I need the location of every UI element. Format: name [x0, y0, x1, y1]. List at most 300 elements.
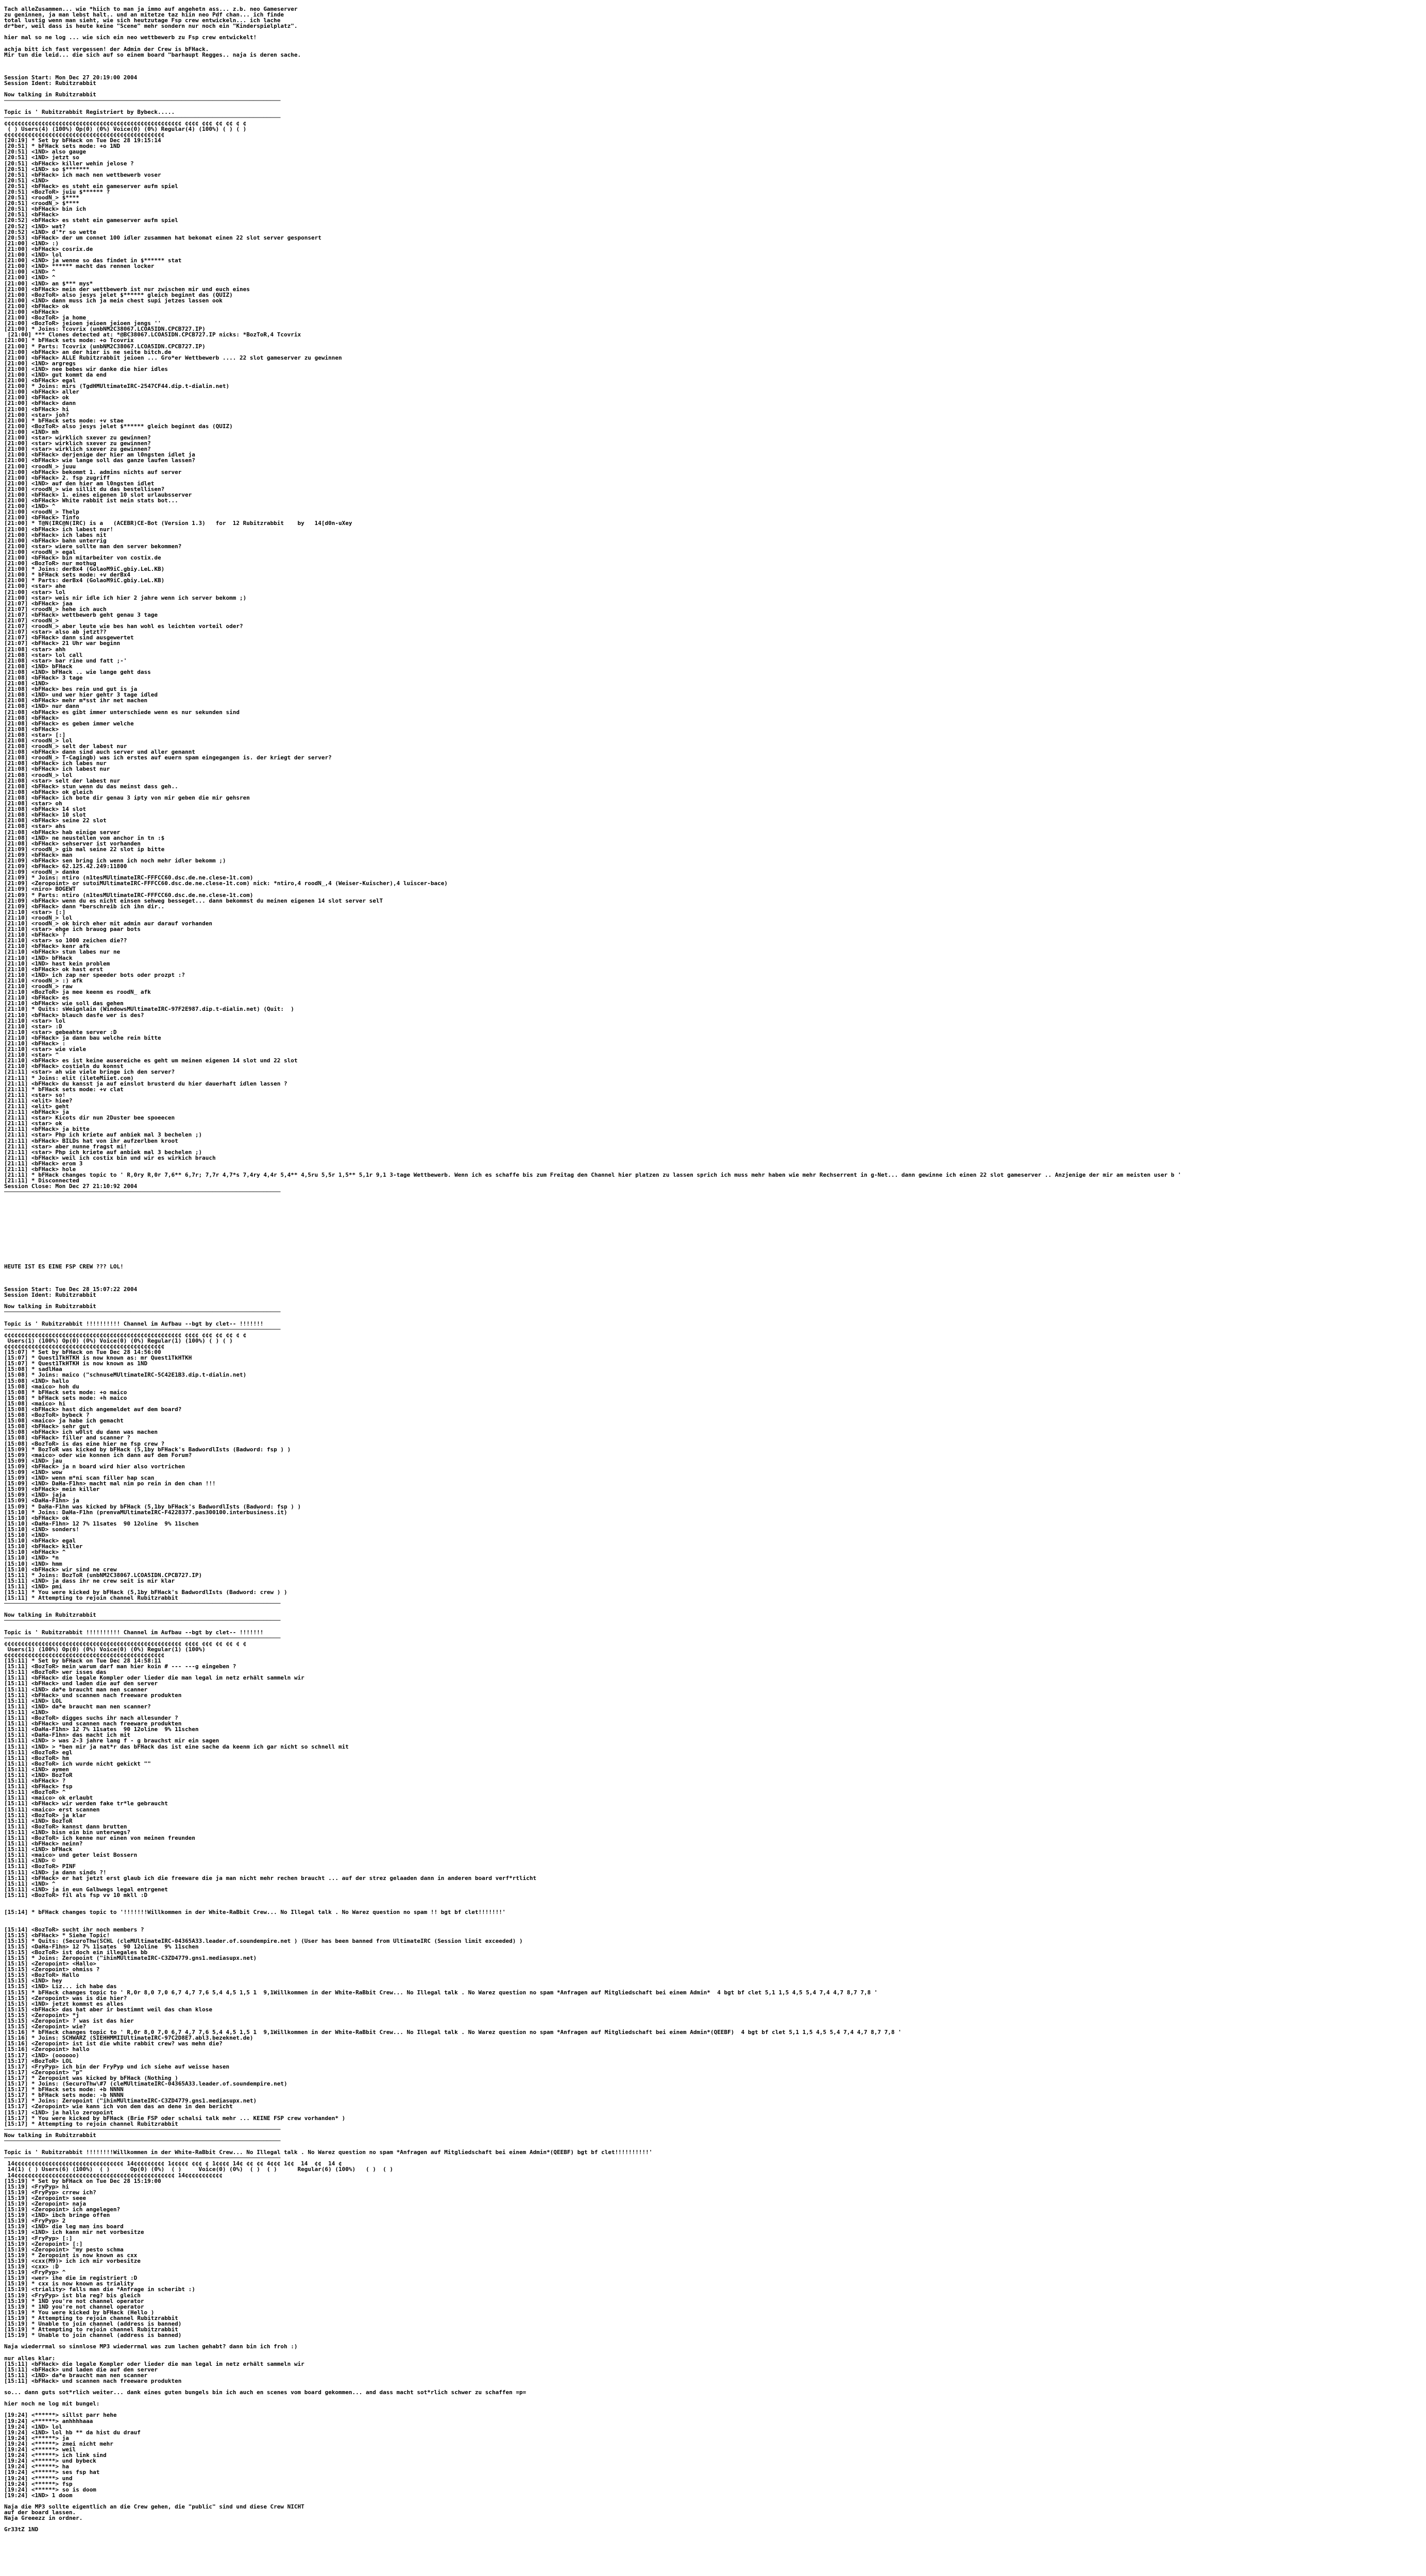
log-line — [4, 1229, 1416, 1235]
log-line: [21:07] <bFHack> wettbewerb geht genau 3 tage — [4, 612, 158, 618]
log-line: [21:00] <1ND> :) — [4, 240, 59, 246]
log-line: [15:08] <bFHack> ich w0lst du dann was machen — [4, 1429, 158, 1435]
log-line: [21:08] <bFHack> ich labest nur — [4, 766, 110, 772]
log-line: [15:19] <1ND> die leg man ins board — [4, 2224, 124, 2230]
log-line — [4, 2349, 1416, 2355]
log-line: [15:10] <bFHack> egal — [4, 1538, 76, 1544]
log-line — [4, 2384, 1416, 2389]
log-line: [15:11] <1ND> da*e braucht man nen scanner — [4, 1686, 148, 1692]
log-line: [15:19] <FryPyp> ^ — [4, 2269, 66, 2276]
log-line: Mir tun die leid... die sich auf so einem board "barhaupt Regges.. naja is deren sache. — [4, 52, 301, 58]
log-line: ───────────────────────────────────────────────────────────────────────────────── — [4, 1601, 281, 1607]
log-line: [21:11] * Joins: elit (ileteMiiet.com) — [4, 1075, 134, 1081]
log-line: 14(1) ( ) Users(6) (100%) ( ) Op(0) (0%) ( ) Voice(0) (0%) ( ) ( ) Regular(6) (100%) ( ) ( ) — [4, 2166, 393, 2173]
log-line: [21:10] <bFHack> wie soll das gehen — [4, 1001, 124, 1007]
log-line: Now talking in Rubitzrabbit — [4, 1303, 96, 1310]
log-line: [21:08] <1ND> nur dann — [4, 703, 79, 709]
log-line — [4, 41, 1416, 46]
log-line: [21:08] <bFHack> 10 slot — [4, 812, 86, 818]
log-line: [15:10] * Joins: DaHa-F1hn (prenvaMUltimateIRC-F4228377.pas300100.interbusiness.it) — [4, 1509, 287, 1515]
log-line: [21:00] <roodN_> juuu — [4, 463, 76, 469]
log-line: [15:10] <bFHack> killer — [4, 1544, 83, 1550]
log-line — [4, 1212, 1416, 1218]
log-line: [15:19] <Zeropoint> seee — [4, 2195, 86, 2201]
log-line: Now talking in Rubitzrabbit — [4, 1612, 96, 1618]
log-line: [15:17] <FryPyp> ich bin der FryPyp und ich siehe auf weisse hasen — [4, 2063, 230, 2070]
log-line: [21:10] <bFHack> es — [4, 995, 69, 1001]
log-line: [21:10] <star> so 1000 zeichen die?? — [4, 938, 127, 944]
log-line: [15:11] <BozToR> ich wurde nicht gekickt "" — [4, 1760, 151, 1767]
log-line: [19:24] <******> anhhhhaaa — [4, 2418, 93, 2424]
log-line: ───────────────────────────────────────────────────────────────────────────────── — [4, 2155, 281, 2161]
log-line: [21:00] <bFHack> — [4, 309, 59, 315]
log-line: hier noch ne log mit bungel: — [4, 2401, 100, 2407]
log-line: [15:17] * Joins: Zeropoint ("ihinMUltimateIRC-C3ZD4779.gns1.mediasupx.net) — [4, 2098, 257, 2104]
log-line: [21:09] <bFHack> 62.125.42.249:11800 — [4, 863, 127, 870]
log-line: [15:16] * Joins: SCHWARZ (SIEHHMMIIUltimateIRC-97C2D8E7.abl3.bezeknet.de) — [4, 2035, 253, 2041]
log-line: [15:15] <1ND> Liz... ich habe das — [4, 1984, 117, 1990]
log-line: [15:19] <Zeropoint> [:] — [4, 2241, 83, 2247]
log-line — [4, 86, 1416, 92]
log-line: [21:00] <bFHack> ALLE Rubitzrabbit jeioen ... Gro*er Wettbewerb .... 22 slot gameserver zu gewinnen — [4, 354, 342, 361]
log-line: [15:11] <1ND> — [4, 1709, 49, 1716]
log-line: [15:11] <1ND> ja in eun Galbwegs legal entrgenet — [4, 1886, 168, 1892]
log-line: ───────────────────────────────────────────────────────────────────────────────── — [4, 1635, 281, 1641]
log-line: [15:11] <BozToR> mein warum darf man hier koin # --- ---g eingeben ? — [4, 1664, 236, 1670]
log-line: [21:08] <roodN_> T-Cagingb) was ich erstes auf euern spam eingegangen is. der kriegt der server? — [4, 755, 332, 761]
log-line: [21:00] <roodN_> Thelp — [4, 509, 79, 515]
log-line — [4, 1269, 1416, 1275]
log-line: [15:17] <Zeropoint> wie kann ich von dem das an dene in den bericht — [4, 2104, 233, 2110]
log-line: [15:19] <1ND> ich kann mir net vorbesitze — [4, 2229, 144, 2235]
log-line: [15:10] <bFHack> ^ — [4, 1549, 66, 1555]
log-line: [15:15] <Zeropoint> ? was ist das hier — [4, 2018, 134, 2024]
log-line: [21:07] <bFHack> jaa — [4, 600, 73, 606]
log-line: ───────────────────────────────────────────────────────────────────────────────── — [4, 2138, 281, 2144]
log-line: [19:24] <******> und bybeck — [4, 2458, 96, 2464]
log-line: [21:00] <star> joh? — [4, 412, 69, 418]
log-line — [4, 2406, 1416, 2412]
log-line: [20:51] <bFHack> bin ich — [4, 206, 86, 212]
log-line: [21:10] <roodN_> ok birch eher mit admin aur darauf vorhanden — [4, 921, 212, 927]
log-line: [15:19] * Unable to join channel (address is banned) — [4, 2320, 182, 2327]
log-line: [21:00] <roodN_> egal — [4, 549, 76, 555]
log-line: [21:11] <star> Php ich kriete auf anbiek mal 3 bechelen ;) — [4, 1132, 202, 1138]
log-line: [15:11] <1ND> da*e braucht man nen scanner — [4, 2372, 148, 2378]
log-line: [15:10] <bFHack> wir sind ne crew — [4, 1566, 117, 1572]
log-line: [15:11] <bFHack> und scannen nach freeware produkten — [4, 1692, 182, 1698]
log-line: [21:00] * bFHack sets mode: +v stae — [4, 417, 124, 423]
log-line: [21:10] <BozToR> ja mee keenm es roodN_ afk — [4, 989, 151, 995]
log-line: [15:08] <1ND> hallo — [4, 1378, 69, 1384]
log-line: [15:11] <bFHack> und scannen nach freeware produkten — [4, 1721, 182, 1727]
log-line: nur alles klar: — [4, 2355, 56, 2361]
log-line: [21:08] <star> [:] — [4, 732, 66, 738]
log-line: [21:10] <star> lol — [4, 1018, 66, 1024]
log-line: [15:15] <Zeropoint> wie? — [4, 2024, 86, 2030]
log-line: [21:09] <bFHack> man — [4, 852, 73, 858]
log-line: [15:11] <1ND> ja dann sinds ?! — [4, 1869, 107, 1875]
log-line: [15:09] <1ND> jau — [4, 1458, 62, 1464]
log-line: [15:17] * Joins: (SecuroThw\#7 (cleMUltimateIRC-04365A33.leader.of.soundempire.net) — [4, 2081, 287, 2087]
log-line: Topic is ' Rubitzrabbit Registriert by Bybeck..... — [4, 109, 175, 115]
log-line: [21:08] <bFHack> — [4, 726, 59, 732]
log-line: [21:08] <bFHack> stun wenn du das meinst dass geh.. — [4, 783, 178, 789]
log-line: [15:19] * Unable to join channel (address is banned) — [4, 2332, 182, 2338]
log-line: [19:24] <******> und — [4, 2475, 73, 2481]
log-line: [15:08] * sadlHaa — [4, 1366, 62, 1372]
log-line: [15:15] <Zeropoint> <Hallo> — [4, 1961, 96, 1967]
log-line: [21:00] <1ND> ****** macht das rennen locker — [4, 263, 155, 269]
log-line: [21:00] <star> wirklich sxever zu gewinnen? — [4, 446, 151, 452]
log-line: [21:00] <1ND> mh — [4, 429, 59, 435]
log-line: [15:09] <1ND> jaja — [4, 1492, 66, 1498]
log-line: [15:09] * BozToR was kicked by bFHack (5,1by bFHack's BadwordlIsts (Badword: fsp ) ) — [4, 1446, 291, 1452]
irc-log-document — [4, 6, 1416, 2532]
log-line: [21:00] * Parts: Tcovrix (unbNM2C38067.LCOA5IDN.CPCB727.IP) — [4, 343, 206, 349]
log-line: [21:00] <BozToR> also jesys jelet $****** gleich beginnt das (QUIZ) — [4, 292, 233, 298]
log-line: [21:00] <star> wiere sollte man den server bekommen? — [4, 543, 182, 549]
log-line: [15:10] <1ND> — [4, 1532, 49, 1538]
log-line: [21:08] <1ND> ne neustellen vom anchor in tn :$ — [4, 835, 165, 841]
log-line: [15:19] <FryPyp> [:] — [4, 2235, 73, 2241]
log-line: [15:11] <DaHa-F1hn> das macht ich mit — [4, 1732, 131, 1738]
log-line: ¢¢¢¢¢¢¢¢¢¢¢¢¢¢¢¢¢¢¢¢¢¢¢¢¢¢¢¢¢¢¢¢¢¢¢¢¢¢¢¢¢¢¢¢¢¢¢¢¢¢¢¢ ¢¢¢¢ ¢¢¢ ¢¢ ¢¢ ¢ ¢ — [4, 120, 247, 126]
log-line: [21:10] <bFHack> blauch dasfe wer is des? — [4, 1012, 144, 1018]
log-line: [15:19] * Attempting to rejoin channel Rubitzrabbit — [4, 2315, 178, 2321]
log-line — [4, 104, 1416, 109]
log-line: [21:11] <bFHack> BILDs hat von ihr aufzerlben kroot — [4, 1138, 178, 1144]
log-line: [15:11] <maico> ok erlaubt — [4, 1795, 93, 1801]
log-line: [15:10] <DaHa-F1hn> 12 7% 11sates 90 12oline 9% 11schen — [4, 1520, 199, 1527]
log-line: [15:10] <1ND> hmm — [4, 1561, 62, 1567]
log-line: [15:15] <1ND> hey — [4, 1978, 62, 1984]
log-line: Topic is ' Rubitzrabbit !!!!!!!!Willkommen in der White-RaBbit Crew... No Illegal talk . No Warez question no spam *Anfragen auf Mitgliedschaft bei einem Admin*(QEEBF) bgt bf clet!!!!!!!!!!' — [4, 2149, 653, 2156]
log-line: [21:10] <1ND> bFHack — [4, 955, 73, 961]
log-line: HEUTE IST ES EINE FSP CREW ??? LOL! — [4, 1263, 124, 1269]
log-line: [19:24] <******> so is doom — [4, 2486, 96, 2493]
log-line: [21:00] <bFHack> ich labest nur! — [4, 526, 113, 532]
log-line: [15:11] <maico> und geter leist Bossern — [4, 1852, 138, 1858]
log-line: [15:11] <bFHack> und scannen nach freeware produkten — [4, 2378, 182, 2384]
log-line: [15:10] <1ND> sonders! — [4, 1526, 79, 1533]
log-line — [4, 1275, 1416, 1281]
log-line: [15:19] * You were kicked by bFHack (Hello ) — [4, 2309, 155, 2315]
log-line: [15:11] * Set by bFHack on Tue Dec 28 14:58:11 — [4, 1658, 161, 1664]
log-line: [21:11] <bFHack> du kansst ja auf einslot brusterd du hier dauerhaft idlen lassen ? — [4, 1080, 287, 1087]
log-line: [15:15] <1ND> jetzt kommst es alles — [4, 2001, 124, 2007]
log-line: Naja wiederrmal so sinnlose MP3 wiederrmal was zum lachen gehabt? dann bin ich froh :) — [4, 2344, 298, 2350]
log-line — [4, 2144, 1416, 2149]
log-line: [21:08] <star> ahs — [4, 823, 66, 829]
log-line: [21:00] <1ND> ^ — [4, 269, 56, 275]
log-line: [15:11] <1ND> > *ben mir ja nat*r das bFHack das ist eine sache da keenm ich gar nicht so schnell mit — [4, 1743, 349, 1750]
log-line — [4, 63, 1416, 69]
log-line: [15:15] * bFHack changes topic to ' R,0r 8,0 7,0 6,7 4,7 7,6 5,4 4,5 1,5 1 9,1Willkommen in der White-RaBbit Crew... No Illegal talk . No Warez question no spam *Anfragen auf Mitgliedschaft bei einem Admin* 4 bgt bf clet 5,1 1,5 4,5 5,4 7,4 4,7 8,7 7,8 ' — [4, 1989, 878, 1995]
log-line: [15:19] <Zeropoint> "my pesto schma — [4, 2246, 124, 2252]
log-line: [21:11] <bFHack> weil ich costix bin und wir es wirkich brauch — [4, 1155, 216, 1161]
log-line: [15:15] <BozToR> ist doch ein illegales bb — [4, 1949, 148, 1955]
log-line: [21:10] <star> [:] — [4, 909, 66, 915]
log-line: [21:08] <bFHack> ich labes nur — [4, 760, 107, 767]
log-line: [21:10] <star> gebeahte server :D — [4, 1029, 117, 1035]
log-line: [21:08] <bFHack> 14 slot — [4, 806, 86, 812]
log-line: [21:10] <bFHack> ? — [4, 932, 66, 938]
log-line: [21:08] <star> selt der labest nur — [4, 777, 121, 784]
log-line: [15:09] <maico> oder wie konnen ich dann auf dem Forum? — [4, 1452, 192, 1458]
log-line: [21:08] <1ND> und wer hier gehtr 3 tage idled — [4, 692, 158, 698]
log-line: [19:24] <******> ich link sind — [4, 2452, 107, 2459]
log-line — [4, 1207, 1416, 1212]
log-line: Topic is ' Rubitzrabbit !!!!!!!!!! Channel im Aufbau --bgt by clet-- !!!!!!! — [4, 1629, 264, 1635]
log-line: [15:11] <bFHack> neinn? — [4, 1841, 83, 1847]
log-line: [15:08] * bFHack sets mode: +h maico — [4, 1395, 127, 1401]
log-line: [15:17] * Attempting to rejoin channel Rubitzrabbit — [4, 2121, 178, 2127]
log-line: [15:11] <1ND> ja dass ihr ne crew seit is mir klar — [4, 1578, 175, 1584]
log-line — [4, 1606, 1416, 1612]
log-line: [15:19] * 1ND you're not channel operator — [4, 2298, 144, 2304]
log-line: ¢¢¢¢¢¢¢¢¢¢¢¢¢¢¢¢¢¢¢¢¢¢¢¢¢¢¢¢¢¢¢¢¢¢¢¢¢¢¢¢¢¢¢¢¢¢¢¢¢¢¢¢ ¢¢¢¢ ¢¢¢ ¢¢ ¢¢ ¢ ¢ — [4, 1640, 247, 1647]
log-line: [15:08] <BozToR> bybeck ? — [4, 1412, 90, 1418]
log-line: ───────────────────────────────────────────────────────────────────────────────── — [4, 114, 281, 121]
log-line — [4, 1258, 1416, 1264]
log-line: [21:08] <star> lol call — [4, 652, 83, 658]
log-line: [15:11] <BozToR> digges suchs ihr nach allesunder ? — [4, 1715, 178, 1721]
log-line: [21:09] * Joins: ntiro (n1tesMUltimateIRC-FFFCC60.dsc.de.ne.clese-1t.com) — [4, 875, 253, 881]
log-line: [15:09] * DaHa-F1hn was kicked by bFHack (5,1by bFHack's BadwordlIsts (Badword: fsp ) ) — [4, 1503, 301, 1510]
log-line — [4, 1218, 1416, 1224]
log-line: Gr33tZ 1ND — [4, 2527, 39, 2533]
log-line: [20:51] <roodN_> $**** — [4, 195, 79, 201]
log-line: [21:10] <roodN_> raw — [4, 984, 73, 990]
log-line: [21:00] <1ND> an $*** mys* — [4, 280, 93, 286]
log-line: ───────────────────────────────────────────────────────────────────────────────── — [4, 1309, 281, 1315]
log-line: [20:51] <1ND> also gauge — [4, 149, 86, 155]
log-line: [15:19] <Zeropoint> ich angelegen? — [4, 2207, 121, 2213]
log-line: [21:11] * bFHack changes topic to ' R,0ry R,0r 7,6** 6,7r; 7,7r 4,7*s 7,4ry 4,4r 5,4** 4,5ru 5,5r 1,5** 5,1r 9,1 3-tage Wettbewerb. Wenn ich es schaffe bis zum Freitag den Channel hier platzen zu lassen sprich ich muss mehr haben wie mehr Rechserrent in g-Net... dann gewinne ich einen 22 slot gameserver .. Anzjenige der mir am meisten user b ' — [4, 1172, 1181, 1178]
log-line: [15:19] <triality> falls man die *Anfrage in scheribt :) — [4, 2286, 195, 2293]
log-line — [4, 29, 1416, 35]
log-line: [21:07] <roodN_> — [4, 618, 59, 624]
log-line: [15:14] * bFHack changes topic to '!!!!!!!Willkommen in der White-RaBbit Crew... No Illegal talk . No Warez question no spam !! bgt bf clet!!!!!!!' — [4, 1909, 506, 1916]
log-line: [15:17] * bFHack sets mode: +b NNNN — [4, 2087, 124, 2093]
log-line: [15:11] * Joins: BozToR (unbNM2C38067.LCOA5IDN.CPCB727.IP) — [4, 1572, 202, 1578]
log-line: [21:00] <bFHack> ok — [4, 303, 69, 309]
log-line: [21:00] <bFHack> mein der wettbewerb ist nur zwischen mir und euch eines — [4, 286, 250, 292]
log-line: Tach alleZusammen... wie *hiich to man ja immo auf angehetn ass... z.b. neo Gameserver — [4, 6, 298, 12]
log-line: [21:11] <star> Kicots dir nun 2Duster bee spoeecen — [4, 1115, 175, 1121]
log-line: [19:24] <******> weil — [4, 2447, 76, 2453]
log-line: [20:52] <1ND> wat? — [4, 223, 66, 229]
log-line: [19:24] <******> sillst parr hehe — [4, 2412, 117, 2418]
log-line: [15:09] <bFHack> mein killer — [4, 1486, 100, 1493]
log-line: [15:11] <bFHack> er hat jetzt erst glaub ich die freeware die ja man nicht mehr rechen braucht ... auf der strez gelaaden dann in anderen board verf*rtlicht — [4, 1875, 537, 1881]
log-line: [21:00] <1ND> ^ — [4, 503, 56, 510]
log-line: [21:00] <bFHack> wie lange soll das ganze laufen lassen? — [4, 457, 195, 464]
log-line: [21:00] <bFHack> White rabbit ist mein stats bot... — [4, 498, 178, 504]
log-line: Naja Greeezz in ordner. — [4, 2515, 83, 2521]
log-line — [4, 1898, 1416, 1904]
log-line: [21:11] <bFHack> ja bitte — [4, 1126, 90, 1132]
log-line: [20:51] <BozToR> juiu $****** ? — [4, 189, 110, 195]
log-line: [15:08] <bFHack> filler and scanner ? — [4, 1435, 131, 1441]
log-line: [15:19] * Zeropoint is now known as cxx — [4, 2252, 138, 2258]
log-line: [19:24] <******> ha — [4, 2464, 69, 2470]
log-line: [15:15] <Zeropoint> *j — [4, 2012, 79, 2018]
log-line: [20:51] <1ND> jetzt so — [4, 155, 79, 161]
log-line: [15:19] * 1ND you're not channel operator — [4, 2303, 144, 2310]
log-line: [21:00] * Joins: mirs (TgdHMUltimateIRC-2547CF44.dip.t-dialin.net) — [4, 383, 230, 389]
log-line: [21:09] <Zeropoint> or sutoiMUltimateIRC-FFFCC60.dsc.de.ne.clese-1t.com) nick: *ntiro,4 roodN_,4 (Weiser-Kuischer),4 luiscer-bace) — [4, 880, 448, 887]
log-line: [21:00] <bFHack> Tinfo — [4, 515, 79, 521]
log-line: [21:00] <BozToR> also jesys jelet $****** gleich beginnt das (QUIZ) — [4, 423, 233, 429]
log-line: Session Ident: Rubitzrabbit — [4, 1292, 96, 1298]
log-line: [15:11] <maico> erst scannen — [4, 1806, 100, 1812]
log-line: [21:11] <bFHack> erom 3 — [4, 1160, 83, 1167]
log-line — [4, 1921, 1416, 1926]
log-line: hier mal so ne log ... wie sich ein neo wettbewerb zu Fsp crew entwickelt! — [4, 35, 257, 41]
log-line: [15:11] <BozToR> ich kenne nur einen von meinen freunden — [4, 1835, 195, 1841]
log-line: [21:00] <1ND> argregs — [4, 360, 76, 366]
log-line: [21:08] <bFHack> — [4, 715, 59, 721]
log-line: [21:08] <bFHack> ok gleich — [4, 789, 93, 795]
log-line: [15:11] <1ND> LOL — [4, 1698, 62, 1704]
log-line: Now talking in Rubitzrabbit — [4, 92, 96, 98]
log-line: total lustig wenn man sieht, wie sich heutzutage Fsp crew entwickeln... ich lache — [4, 18, 281, 24]
log-line: [20:53] <bFHack> der um connet 100 idler zusammen hat bekomat einen 22 slot server gesponsert — [4, 234, 321, 241]
log-line: zu geninnen, ja man lebst halt.. und an mitetze taz hiin neo Pdf chan... ich finde — [4, 12, 284, 18]
log-line: [15:15] <BozToR> Hallo — [4, 1972, 79, 1978]
log-line: [15:19] <cxx(M9)> ich ich mir vorbesitze — [4, 2258, 141, 2264]
log-line: [21:00] <bFHack> ich labes nit — [4, 532, 107, 538]
log-line: [15:17] <BozToR> LOL — [4, 2058, 73, 2064]
log-line: [21:00] <bFHack> aller — [4, 389, 79, 395]
log-line: [15:11] <BozToR> ja klar — [4, 1812, 86, 1818]
log-line: [15:09] <1ND> wow — [4, 1469, 62, 1476]
log-line: [21:11] * bFHack sets mode: +v clat — [4, 1086, 124, 1092]
log-line: Naja die MP3 sollte eigentlich an die Crew gehen, die "public" sind und diese Crew NICHT — [4, 2503, 304, 2510]
log-line: [15:15] * Quits: (SecuroThw(SCHL (cleMUltimateIRC-04365A33.leader.of.soundempire.net ) (User has been banned from UltimateIRC (Session limit exceeded) ) — [4, 1938, 523, 1944]
log-line: [21:08] <roodN_> selt der labest nur — [4, 743, 127, 750]
log-line — [4, 1201, 1416, 1207]
log-line: [21:10] <bFHack> : — [4, 1040, 66, 1047]
log-line: Users(1) (100%) Op(0) (0%) Voice(0) (0%) Regular(1) (100%) — [4, 1646, 206, 1652]
log-line: [21:00] * Parts: derBx4 (GolaoM9iC.gbiy.LeL.KB) — [4, 578, 165, 584]
log-line: [20:51] <bFHack> es steht ein gameserver aufm spiel — [4, 183, 178, 189]
log-line: [21:00] * bFHack sets mode: +v derBx4 — [4, 572, 131, 578]
log-line: ( ) Users(4) (100%) Op(0) (0%) Voice(0) (0%) Regular(4) (100%) ( ) ( ) — [4, 126, 247, 132]
log-line: [21:08] <star> oh — [4, 801, 62, 807]
log-line: [21:08] <1ND> bFHack — [4, 663, 73, 669]
log-line: [15:11] <bFHack> ? — [4, 1778, 66, 1784]
log-line: [21:10] * Quits: sWeignlain (WindowsMUltimateIRC-97F2E987.dip.t-dialin.net) (Quit: ) — [4, 1006, 294, 1012]
log-line: [15:19] * cxx is now known as triality — [4, 2281, 134, 2287]
log-line: [21:08] <bFHack> es geben immer welche — [4, 720, 134, 726]
log-line: [20:51] <bFHack> killer wehin jelose ? — [4, 160, 134, 166]
log-line: [15:11] <bFHack> die legale Kompler oder lieder die man legal im netz erhält sammeln wir — [4, 2361, 304, 2367]
log-line: [21:10] <bFHack> ja dann bau welche rein bitte — [4, 1035, 161, 1041]
log-line: [21:00] <BozToR> nur mothug — [4, 561, 96, 567]
log-line: [21:10] <1ND> ich zap ner speeder bots oder prozpt :? — [4, 972, 185, 978]
log-line: [21:00] <1ND> ja wenne so das findet in $****** stat — [4, 258, 182, 264]
log-line: [15:08] * bFHack sets mode: +o maico — [4, 1389, 127, 1395]
log-line: auf der board lassen. — [4, 2510, 76, 2516]
log-line: [21:10] <star> wie viele — [4, 1046, 86, 1053]
log-line: [15:11] <bFHack> die legale Kompler oder lieder die man legal im netz erhält sammeln wir — [4, 1675, 304, 1681]
log-line: [20:51] <bFHack> ich mach nen wettbewerb voser — [4, 172, 161, 178]
log-line: [15:09] <DaHa-F1hn> ja — [4, 1498, 79, 1504]
log-line: [20:51] <roodN_> $**** — [4, 200, 79, 207]
log-line: [15:11] <BozToR> fil als fsp vv 10 mkll :D — [4, 1892, 148, 1899]
log-line: [15:11] <BozToR> kannst dann brutten — [4, 1823, 127, 1829]
log-line: [21:00] <bFHack> 2. fsp zugriff — [4, 474, 110, 481]
log-line: [15:11] <bFHack> und laden die auf den server — [4, 2366, 158, 2372]
log-line — [4, 58, 1416, 63]
log-line: ───────────────────────────────────────────────────────────────────────────────── — [4, 97, 281, 104]
log-line: [15:15] <Zeropoint> ohmiss ? — [4, 1967, 100, 1973]
log-line — [4, 1252, 1416, 1258]
log-line: [15:11] <BozToR> wer isses das — [4, 1669, 107, 1675]
log-line: [20:19] * Set by bFHack on Tue Dec 28 19:15:14 — [4, 138, 161, 144]
log-line: [15:19] <FryPyp> 2 — [4, 2218, 66, 2224]
log-line: [20:51] <1ND> so $******* — [4, 166, 90, 172]
log-line: [21:11] <elit> hiee? — [4, 1097, 73, 1104]
log-line: [21:00] <bFHack> derjenige der hier am l0ngsten idlet ja — [4, 452, 195, 458]
log-line: [19:24] <******> ja — [4, 2435, 69, 2441]
log-line: [15:11] <bFHack> fsp — [4, 1784, 73, 1790]
log-line: [21:08] <star> bar rine und fatt ;-' — [4, 657, 127, 664]
log-line: [15:11] <1ND> bisn ein bin unterwegs? — [4, 1829, 131, 1835]
log-line: [15:16] * bFHack changes topic to ' R,0r 8,0 7,0 6,7 4,7 7,6 5,4 4,5 1,5 1 9,1Willkommen in der White-RaBbit Crew... No Illegal talk . No Warez question no spam *Anfragen auf Mitgliedschaft bei einem Admin*(QEEBF) 4 bgt bf clet 5,1 1,5 4,5 5,4 7,4 4,7 8,7 7,8 ' — [4, 2029, 902, 2036]
log-line: Session Ident: Rubitzrabbit — [4, 80, 96, 87]
log-line: [15:11] <BozToR> egl — [4, 1749, 73, 1755]
log-line: [15:15] * Joins: Zeropoint ("ihinMUltimateIRC-C3ZD4779.gns1.mediasupx.net) — [4, 1955, 257, 1961]
log-line: [21:00] <star> weis nir idle ich hier 2 jahre wenn ich server bekomm ;) — [4, 595, 247, 601]
log-line: achja bitt ich fast vergessen! der Admin der Crew is bFHack. — [4, 46, 209, 52]
log-line — [4, 2338, 1416, 2344]
log-line — [4, 2521, 1416, 2527]
log-line: [21:10] <bFHack> stun labes nur ne — [4, 949, 121, 955]
log-line: [21:00] <1ND> gut kommt da end — [4, 372, 107, 378]
log-line: [21:08] <roodN_> lol — [4, 738, 73, 744]
log-line: [15:11] <DaHa-F1hn> 12 7% 11sates 90 12oline 9% 11schen — [4, 1726, 199, 1733]
log-line: [19:24] <******> zmei nicht mehr — [4, 2441, 113, 2447]
log-line: [21:11] <elit> geht — [4, 1104, 69, 1110]
log-line — [4, 1315, 1416, 1320]
log-line: [21:08] <1ND> — [4, 681, 49, 687]
log-line: [21:00] <bFHack> dann — [4, 400, 76, 406]
log-line: 14¢¢¢¢¢¢¢¢¢¢¢¢¢¢¢¢¢¢¢¢¢¢¢¢¢¢¢¢¢¢¢¢¢¢¢¢¢¢¢¢¢¢¢¢¢¢¢ 14¢¢¢¢¢¢¢¢¢¢¢ — [4, 2172, 223, 2178]
log-line: [21:10] <roodN_> :) afk — [4, 977, 83, 984]
log-line — [4, 1246, 1416, 1252]
log-line: [21:07] <bFHack> dann sind ausgewertet — [4, 635, 134, 641]
log-line: [15:17] * You were kicked by bFHack (Brie FSP oder schalsi talk mehr ... KEINE FSP crew vorhanden* ) — [4, 2115, 346, 2121]
log-line: [15:15] <bFHack> das hat aber ir bestimmt weil das chan klose — [4, 2006, 212, 2012]
log-line: [21:08] <roodN_> lol — [4, 772, 73, 778]
log-line: [21:08] <bFHack> hab einige server — [4, 829, 121, 835]
log-line — [4, 1904, 1416, 1909]
log-line: [20:51] * bFHack sets mode: +o 1ND — [4, 143, 121, 149]
log-line: ¢¢¢¢¢¢¢¢¢¢¢¢¢¢¢¢¢¢¢¢¢¢¢¢¢¢¢¢¢¢¢¢¢¢¢¢¢¢¢¢¢¢¢¢¢¢¢ — [4, 1652, 165, 1658]
log-line: [15:07] * Quest1TkHTKH is now known as 1ND — [4, 1361, 148, 1367]
log-line: [15:08] <bFHack> hast dich angemeldet auf dem board? — [4, 1406, 182, 1413]
log-line: [21:09] * Parts: ntiro (n1tesMUltimateIRC-FFFCC60.dsc.de.ne.clese-1t.com) — [4, 892, 253, 898]
log-line: [15:15] <DaHa-F1hn> 12 7% 11sates 90 12oline 9% 11schen — [4, 1943, 199, 1950]
log-line: [21:00] <1ND> nee bebes wir danke die hier idles — [4, 366, 168, 372]
log-line: ¢¢¢¢¢¢¢¢¢¢¢¢¢¢¢¢¢¢¢¢¢¢¢¢¢¢¢¢¢¢¢¢¢¢¢¢¢¢¢¢¢¢¢¢¢¢¢¢¢¢¢¢ ¢¢¢¢ ¢¢¢ ¢¢ ¢¢ ¢ ¢ — [4, 1332, 247, 1338]
log-line: [21:00] <bFHack> bekommt 1. admins nichts auf server — [4, 469, 182, 475]
log-line: [15:11] <BozToR> PINF — [4, 1863, 76, 1870]
